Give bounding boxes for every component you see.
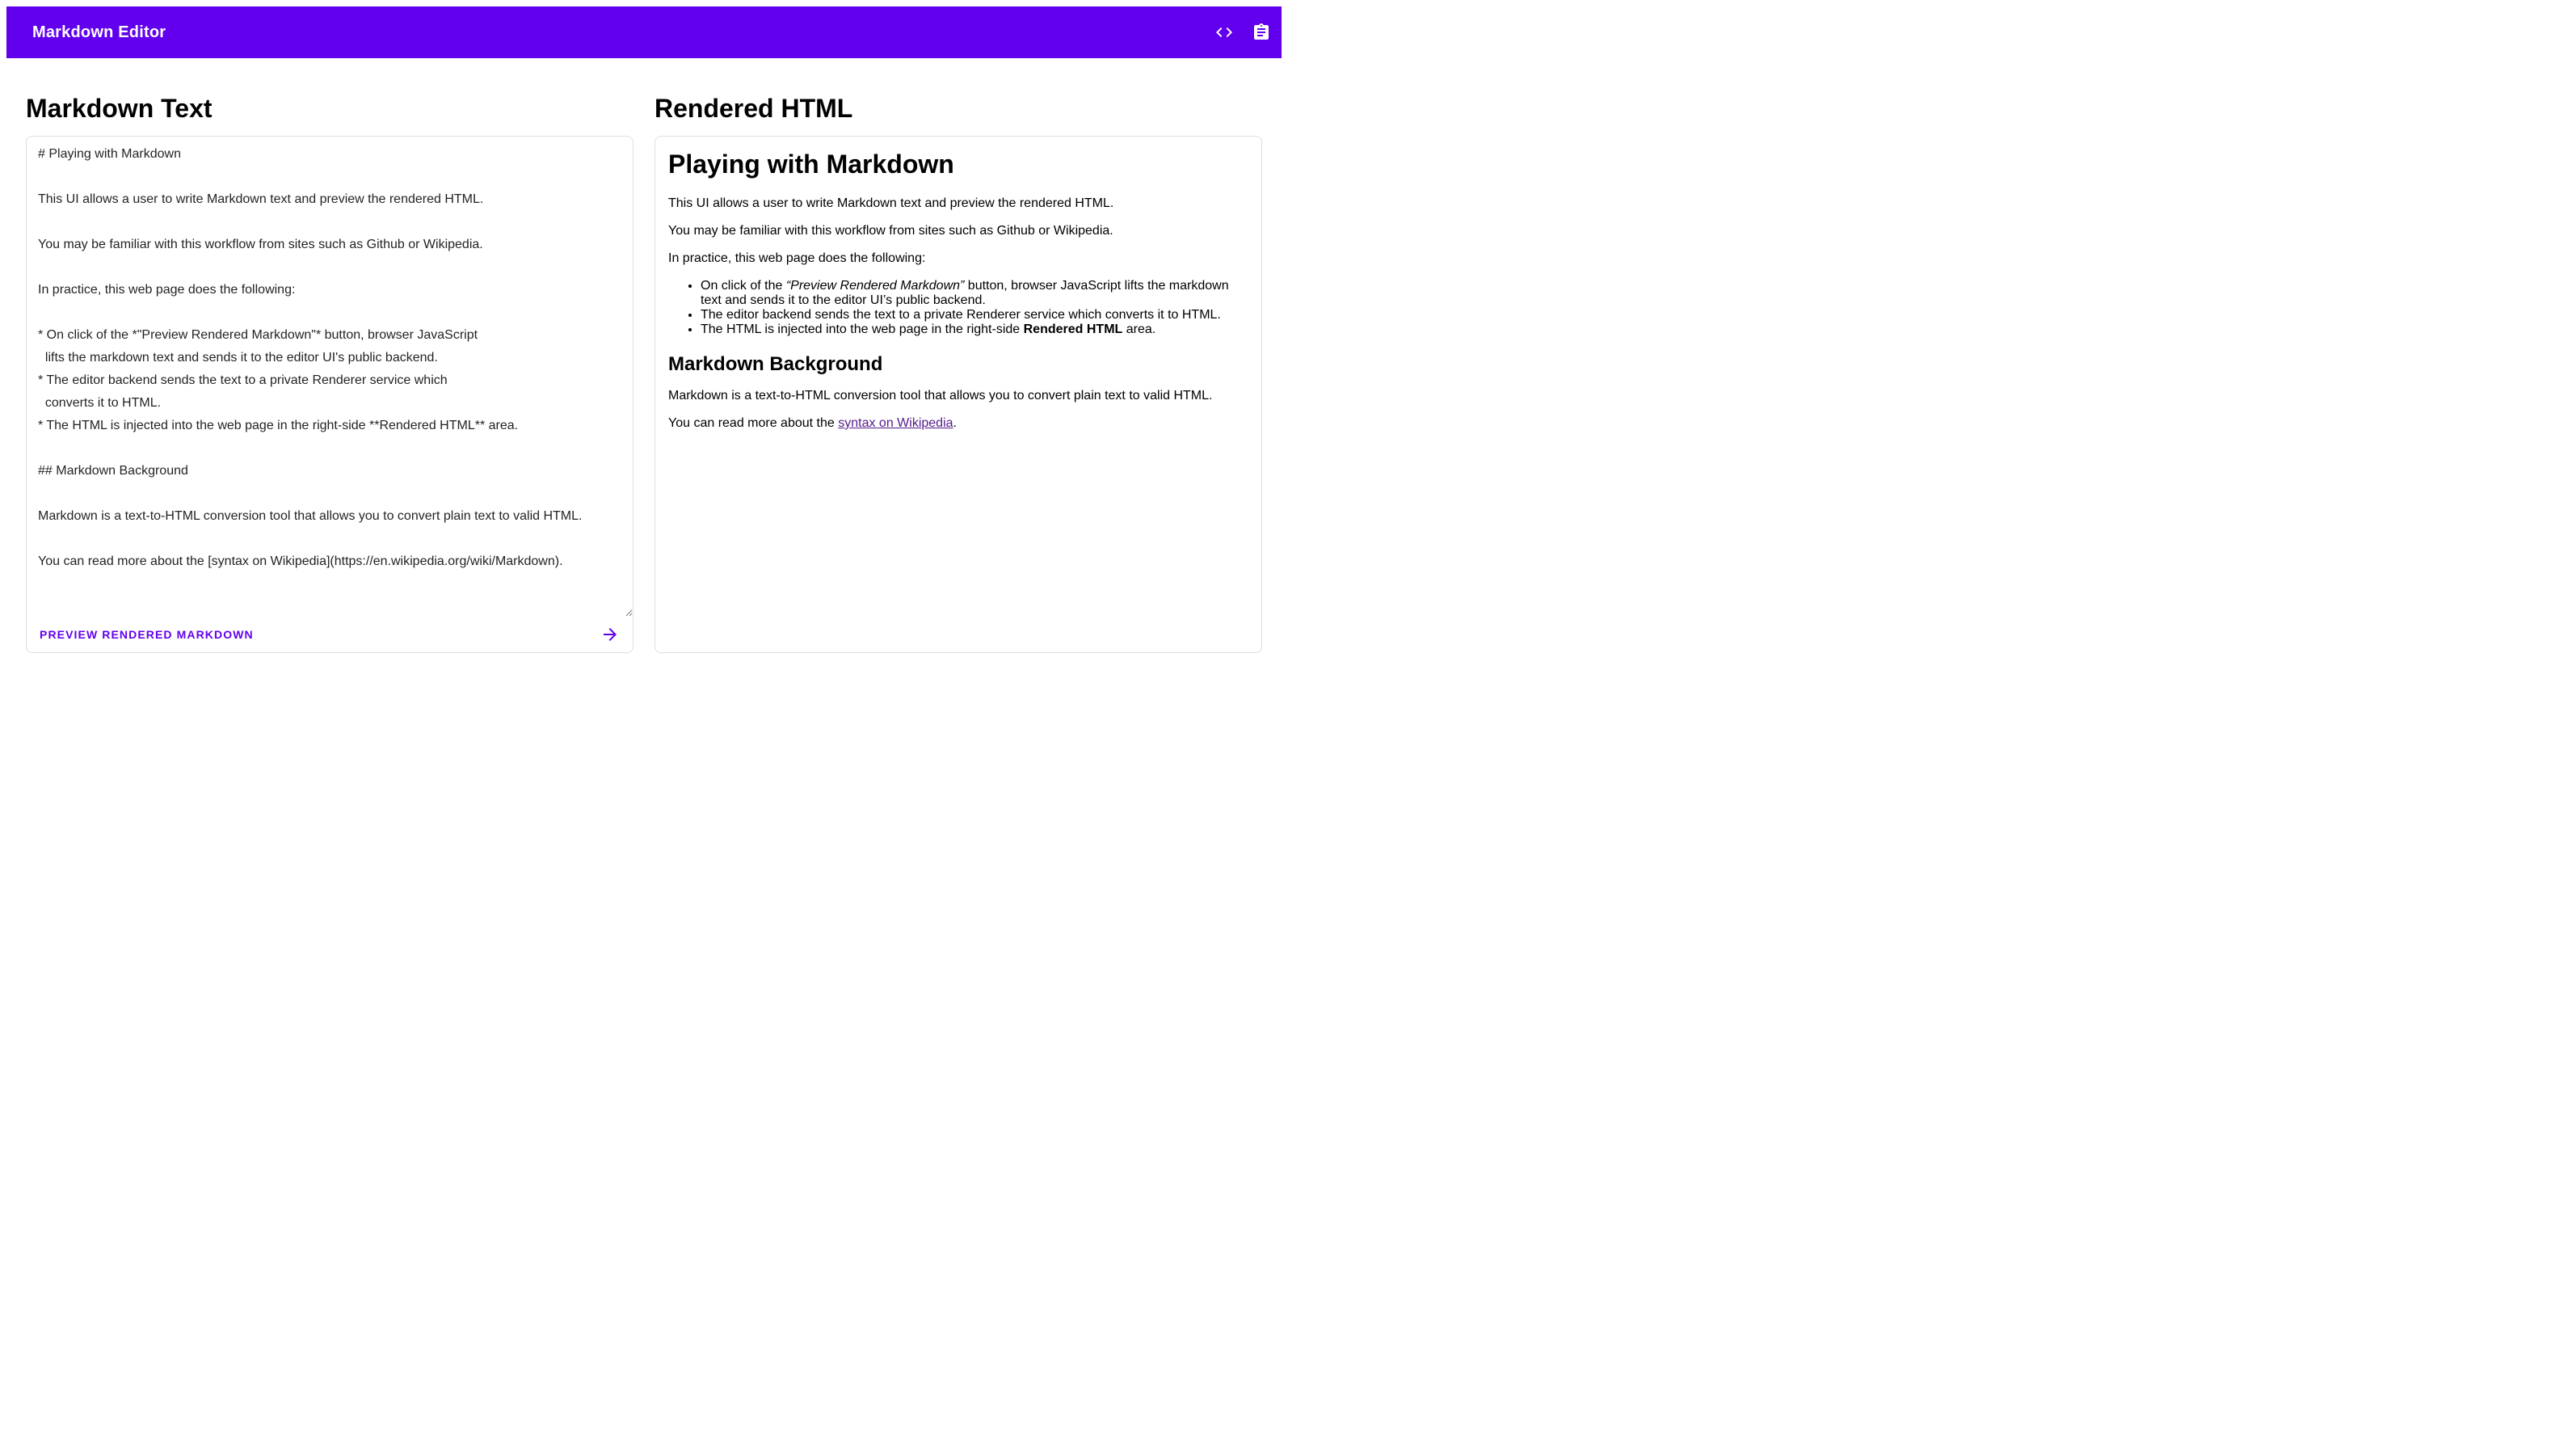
markdown-text-panel bbox=[26, 78, 633, 653]
list-item: • The HTML is injected into the web page in the right-side Rendered HTML area. bbox=[701, 322, 1248, 337]
rendered-bullet-list bbox=[668, 279, 1248, 337]
clipboard-icon-button[interactable] bbox=[1243, 13, 1280, 52]
bold-run: Rendered HTML bbox=[1023, 322, 1123, 336]
app-bar bbox=[6, 6, 1282, 58]
rendered-html-heading: Rendered HTML bbox=[655, 94, 853, 123]
editor-card bbox=[26, 136, 633, 653]
rendered-html-panel bbox=[655, 78, 1262, 653]
preview-rendered-markdown-button[interactable] bbox=[27, 617, 633, 652]
wikipedia-link[interactable]: syntax on Wikipedia bbox=[838, 416, 953, 430]
rendered-h2: Markdown Background bbox=[668, 353, 883, 375]
markdown-textarea[interactable] bbox=[27, 137, 633, 617]
rendered-paragraph-3: In practice, this web page does the following: bbox=[668, 251, 926, 265]
app-bar-actions bbox=[1206, 13, 1280, 52]
rendered-paragraph-4: Markdown is a text-to-HTML conversion tool that allows you to convert plain text to valid HTML. bbox=[668, 389, 1213, 403]
list-item: • The editor backend sends the text to a private Renderer service which converts it to HTML. bbox=[701, 308, 1248, 322]
code-icon bbox=[1214, 23, 1234, 42]
arrow-forward-icon bbox=[600, 625, 620, 644]
rendered-paragraph-2: You may be familiar with this workflow from sites such as Github or Wikipedia. bbox=[668, 224, 1113, 238]
rendered-h1: Playing with Markdown bbox=[668, 150, 954, 179]
list-item: • On click of the “Preview Rendered Markdown” button, browser JavaScript lifts the markdown text and sends it to the editor UI’s public backend. bbox=[701, 279, 1248, 308]
rendered-paragraph-1: This UI allows a user to write Markdown text and preview the rendered HTML. bbox=[668, 196, 1114, 210]
clipboard-icon bbox=[1252, 23, 1271, 42]
main-content bbox=[6, 78, 1282, 653]
italic-run: “Preview Rendered Markdown” bbox=[785, 279, 965, 293]
app-title: Markdown Editor bbox=[32, 23, 166, 41]
code-icon-button[interactable] bbox=[1206, 13, 1243, 52]
markdown-text-heading: Markdown Text bbox=[26, 94, 213, 123]
render-card bbox=[655, 136, 1262, 653]
rendered-paragraph-5: You can read more about the syntax on Wikipedia. bbox=[668, 416, 957, 430]
preview-button-label: PREVIEW RENDERED MARKDOWN bbox=[40, 628, 254, 641]
